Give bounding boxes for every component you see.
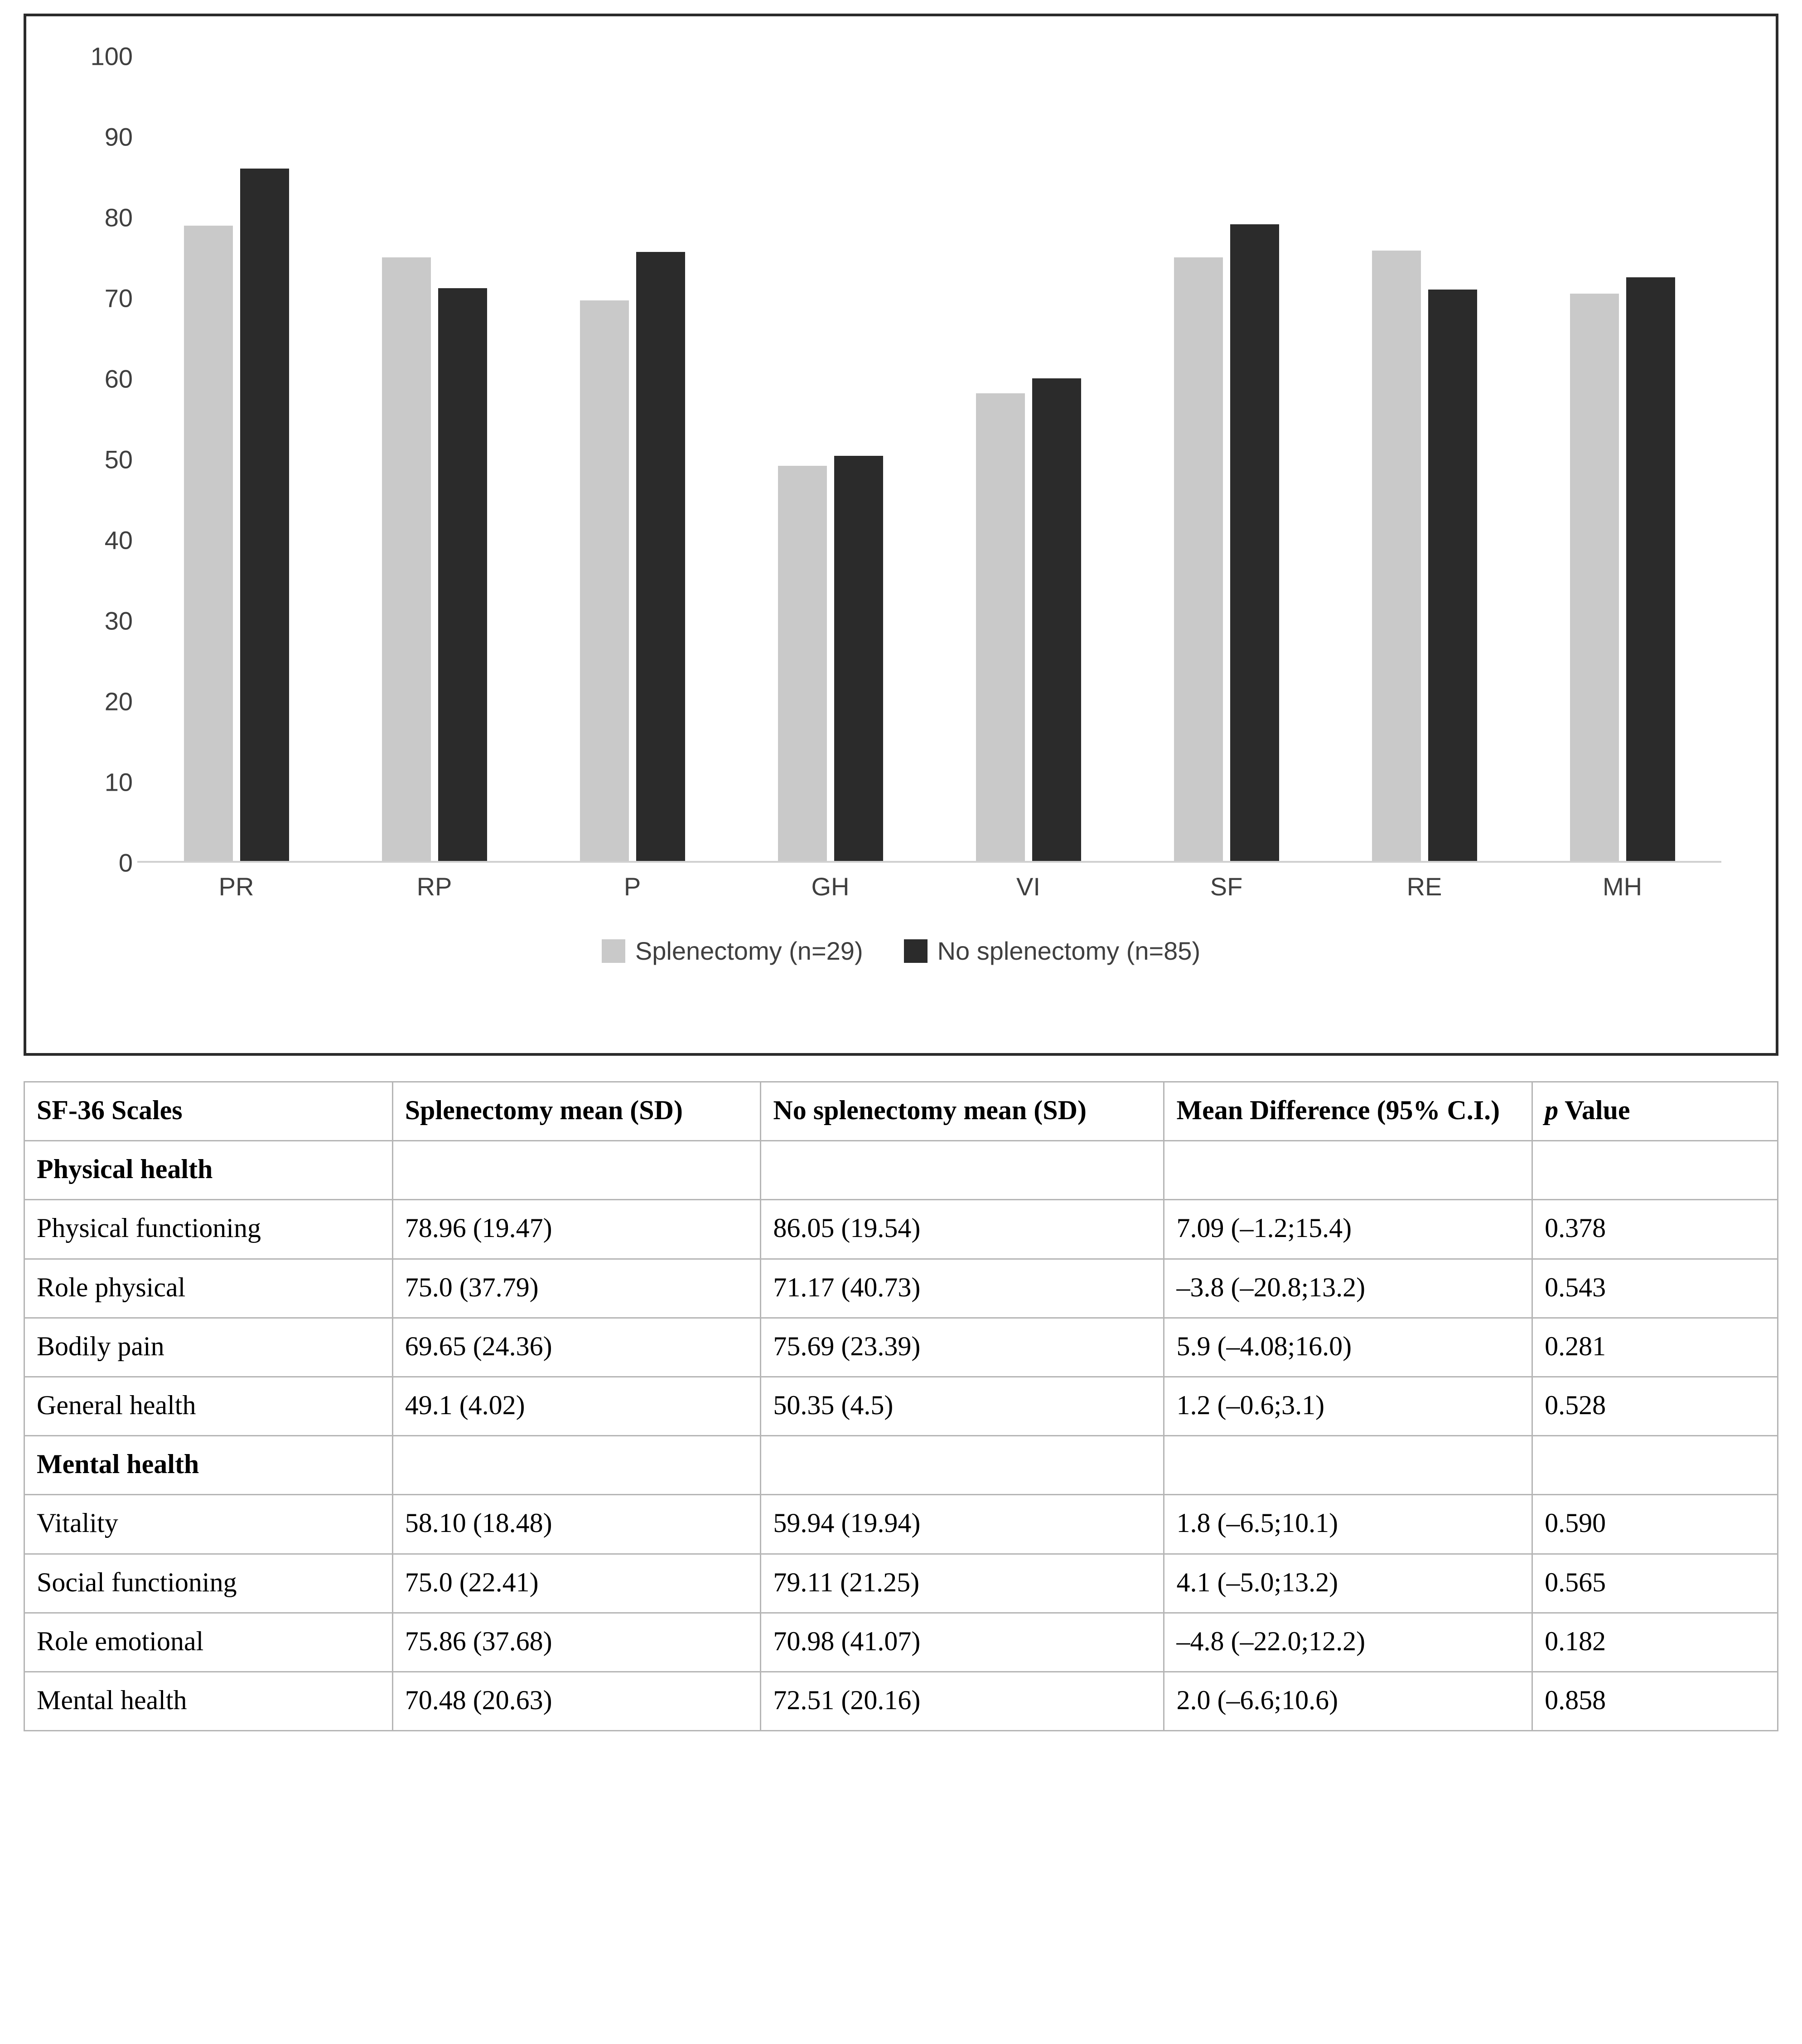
table-cell <box>1532 1436 1778 1495</box>
legend-item <box>904 936 1201 966</box>
bar-MH-s2 <box>1626 277 1675 861</box>
table-section-row <box>24 1141 1778 1200</box>
table-cell <box>392 1436 761 1495</box>
table-cell: 75.69 (23.39) <box>761 1318 1164 1377</box>
table-cell: 59.94 (19.94) <box>761 1495 1164 1554</box>
table-row <box>24 1377 1778 1435</box>
p-italic: p <box>1545 1095 1559 1125</box>
bar-group <box>137 56 335 861</box>
y-tick-label: 70 <box>104 284 133 313</box>
bar-group <box>929 56 1127 861</box>
y-tick-label: 100 <box>90 42 133 71</box>
table-cell <box>761 1436 1164 1495</box>
table-cell: –3.8 (–20.8;13.2) <box>1164 1259 1532 1318</box>
table-cell: 50.35 (4.5) <box>761 1377 1164 1435</box>
table-cell: General health <box>24 1377 393 1435</box>
bar-GH-s1 <box>778 466 827 861</box>
x-axis-line <box>137 861 1721 863</box>
table-row <box>24 1672 1778 1730</box>
table-header-row <box>24 1082 1778 1141</box>
bar-group <box>335 56 533 861</box>
table-cell: 69.65 (24.36) <box>392 1318 761 1377</box>
table-cell: 7.09 (–1.2;15.4) <box>1164 1200 1532 1259</box>
table-cell: 75.0 (37.79) <box>392 1259 761 1318</box>
table-cell: 0.182 <box>1532 1613 1778 1672</box>
table-cell: 5.9 (–4.08;16.0) <box>1164 1318 1532 1377</box>
bar-group <box>533 56 731 861</box>
table-cell: 70.48 (20.63) <box>392 1672 761 1730</box>
table-row <box>24 1259 1778 1318</box>
chart-inner <box>26 16 1776 1053</box>
bar-PR-s1 <box>184 226 233 861</box>
table-section-row <box>24 1436 1778 1495</box>
table-cell: 78.96 (19.47) <box>392 1200 761 1259</box>
bar-P-s2 <box>636 252 685 861</box>
table-cell <box>1164 1141 1532 1200</box>
bar-group <box>1127 56 1325 861</box>
col-header-mean-difference: Mean Difference (95% C.I.) <box>1164 1082 1532 1141</box>
table-cell <box>1532 1141 1778 1200</box>
x-tick-label: P <box>623 872 641 901</box>
y-axis-labels <box>53 42 133 877</box>
table-section-label: Physical health <box>24 1141 393 1200</box>
table-cell: Vitality <box>24 1495 393 1554</box>
bar-RP-s2 <box>438 288 487 861</box>
table-section-label: Mental health <box>24 1436 393 1495</box>
table-cell <box>392 1141 761 1200</box>
col-header-p-value <box>1532 1082 1778 1141</box>
bar-groups <box>137 56 1721 861</box>
x-tick-label: PR <box>218 872 254 901</box>
bar-VI-s2 <box>1032 378 1081 861</box>
table-cell: 75.0 (22.41) <box>392 1554 761 1613</box>
bar-GH-s2 <box>834 456 883 861</box>
table-cell: 0.528 <box>1532 1377 1778 1435</box>
table-row <box>24 1200 1778 1259</box>
table-cell: Role emotional <box>24 1613 393 1672</box>
table-cell: Role physical <box>24 1259 393 1318</box>
table-cell: 1.8 (–6.5;10.1) <box>1164 1495 1532 1554</box>
table-cell: Mental health <box>24 1672 393 1730</box>
y-tick-label: 40 <box>104 526 133 555</box>
bar-PR-s2 <box>240 169 289 861</box>
table-cell: Social functioning <box>24 1554 393 1613</box>
table-cell: 0.378 <box>1532 1200 1778 1259</box>
legend-label: No splenectomy (n=85) <box>937 937 1201 965</box>
x-tick-label: VI <box>1016 872 1040 901</box>
legend-label: Splenectomy (n=29) <box>635 937 863 965</box>
table-cell: 0.565 <box>1532 1554 1778 1613</box>
x-tick-label: RP <box>416 872 452 901</box>
bar-SF-s2 <box>1230 224 1279 861</box>
p-value-rest: Value <box>1558 1095 1630 1125</box>
table-cell: Physical functioning <box>24 1200 393 1259</box>
bar-VI-s1 <box>976 393 1025 861</box>
x-tick-label: MH <box>1602 872 1643 901</box>
table-row <box>24 1554 1778 1613</box>
table-cell <box>761 1141 1164 1200</box>
col-header-no-splenectomy: No splenectomy mean (SD) <box>761 1082 1164 1141</box>
table-cell: 79.11 (21.25) <box>761 1554 1164 1613</box>
x-tick-label: RE <box>1406 872 1442 901</box>
col-header-scales: SF-36 Scales <box>24 1082 393 1141</box>
x-tick-label: GH <box>811 872 850 901</box>
bar-P-s1 <box>580 300 629 861</box>
legend-item <box>602 936 863 966</box>
y-tick-label: 80 <box>104 203 133 232</box>
table-cell: –4.8 (–22.0;12.2) <box>1164 1613 1532 1672</box>
y-tick-label: 30 <box>104 606 133 635</box>
table-cell: 0.858 <box>1532 1672 1778 1730</box>
y-tick-label: 50 <box>104 445 133 474</box>
table-cell: 70.98 (41.07) <box>761 1613 1164 1672</box>
bar-group <box>731 56 929 861</box>
bar-MH-s1 <box>1570 294 1619 861</box>
y-tick-label: 0 <box>118 848 133 877</box>
plot-area <box>137 56 1721 863</box>
table-row <box>24 1318 1778 1377</box>
x-tick-label: SF <box>1210 872 1243 901</box>
table-cell: 1.2 (–0.6;3.1) <box>1164 1377 1532 1435</box>
table-cell: 49.1 (4.02) <box>392 1377 761 1435</box>
bar-SF-s1 <box>1174 257 1223 861</box>
legend-swatch-icon <box>602 939 625 963</box>
table-row <box>24 1613 1778 1672</box>
table-cell: Bodily pain <box>24 1318 393 1377</box>
col-header-splenectomy: Splenectomy mean (SD) <box>392 1082 761 1141</box>
x-axis-labels <box>137 872 1721 901</box>
table-head <box>24 1082 1778 1141</box>
table-row <box>24 1495 1778 1554</box>
table-cell: 58.10 (18.48) <box>392 1495 761 1554</box>
table-cell: 86.05 (19.54) <box>761 1200 1164 1259</box>
table-cell: 0.281 <box>1532 1318 1778 1377</box>
sf36-table-wrapper <box>24 1081 1778 1731</box>
bar-RP-s1 <box>382 257 431 861</box>
table-cell <box>1164 1436 1532 1495</box>
table-cell: 75.86 (37.68) <box>392 1613 761 1672</box>
table-cell: 71.17 (40.73) <box>761 1259 1164 1318</box>
bar-RE-s2 <box>1428 290 1477 861</box>
table-cell: 0.590 <box>1532 1495 1778 1554</box>
bar-group <box>1523 56 1721 861</box>
chart-panel <box>24 14 1778 1056</box>
sf36-table <box>24 1081 1778 1731</box>
y-tick-label: 10 <box>104 768 133 797</box>
table-cell: 72.51 (20.16) <box>761 1672 1164 1730</box>
legend-swatch-icon <box>904 939 928 963</box>
y-tick-label: 20 <box>104 687 133 716</box>
table-cell: 2.0 (–6.6;10.6) <box>1164 1672 1532 1730</box>
bar-RE-s1 <box>1372 251 1421 861</box>
table-body <box>24 1141 1778 1731</box>
chart-legend <box>26 936 1776 966</box>
y-tick-label: 60 <box>104 364 133 393</box>
table-cell: 4.1 (–5.0;13.2) <box>1164 1554 1532 1613</box>
bar-group <box>1325 56 1523 861</box>
y-tick-label: 90 <box>104 122 133 151</box>
table-cell: 0.543 <box>1532 1259 1778 1318</box>
